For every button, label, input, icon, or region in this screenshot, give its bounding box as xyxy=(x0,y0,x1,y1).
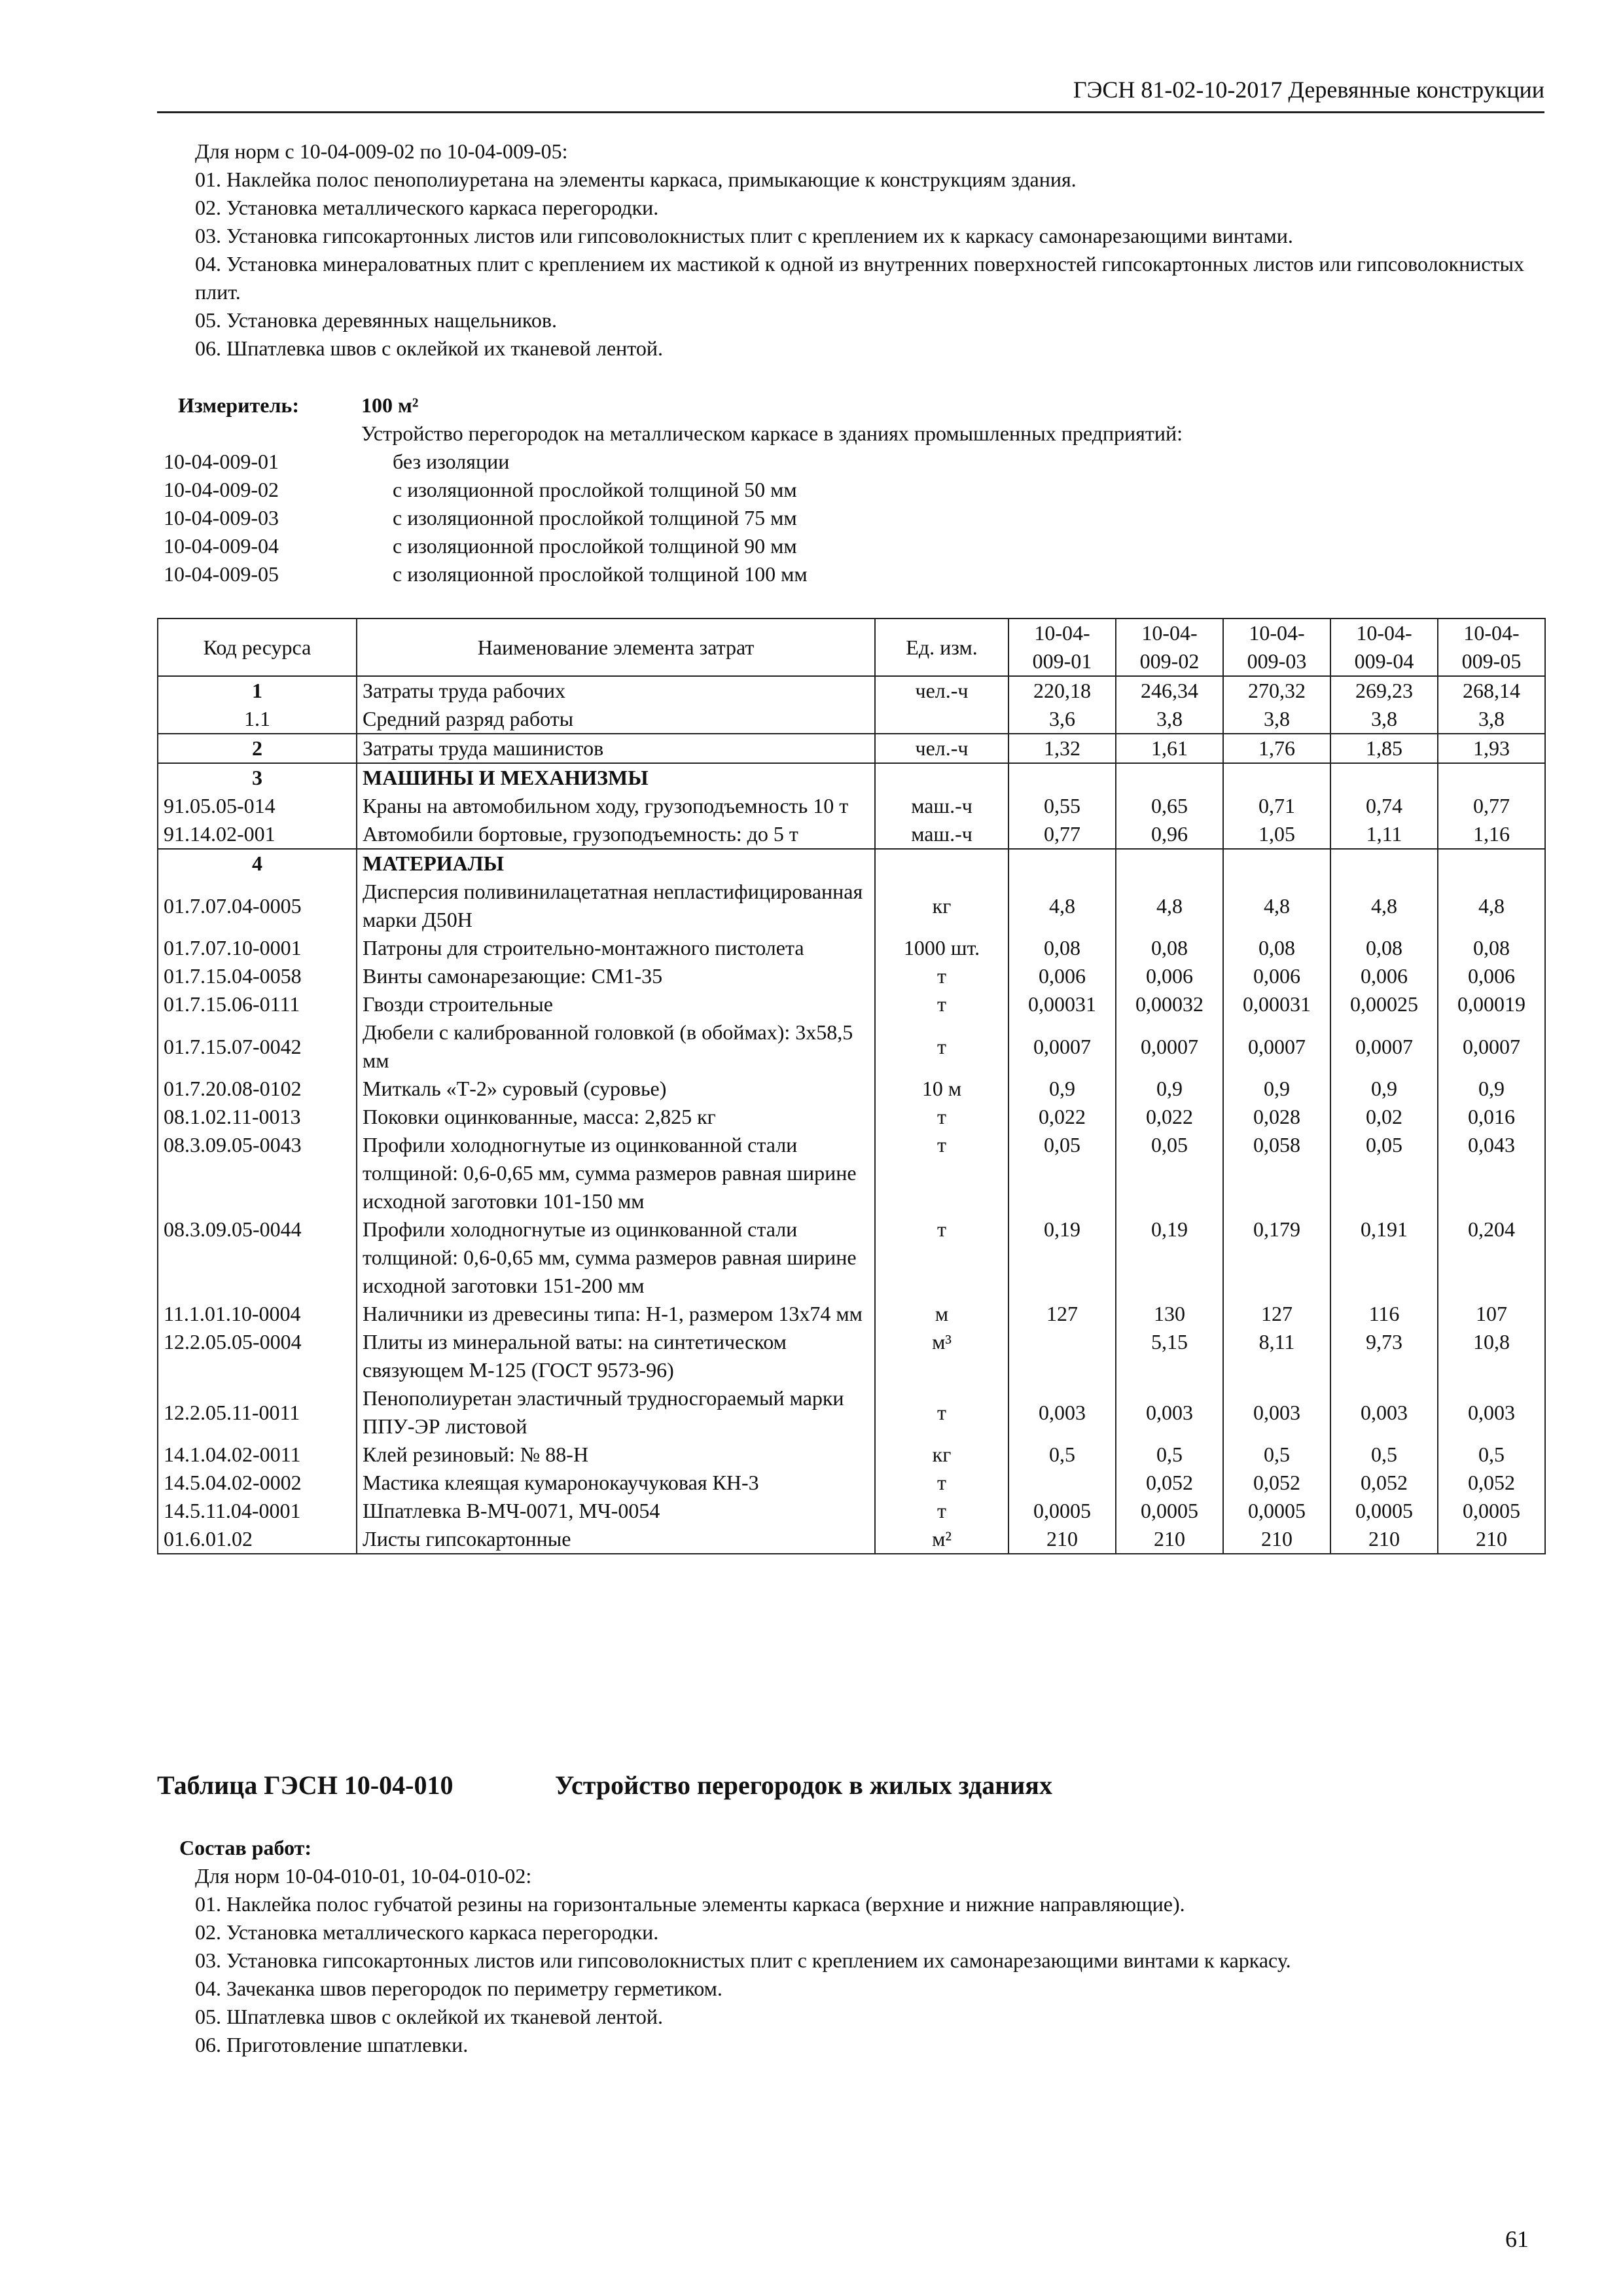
table-section-row xyxy=(158,763,1545,792)
table-row xyxy=(158,1525,1545,1554)
intro-line: 01. Наклейка полос пенополиуретана на элементы каркаса, примыкающие к конструкциям здания. xyxy=(195,168,1077,191)
measure-item-code: 10-04-009-01 xyxy=(164,450,279,473)
cell-value: 0,05 xyxy=(1116,1131,1223,1215)
cell-value: 0,19 xyxy=(1008,1215,1116,1300)
cell-unit xyxy=(875,705,1008,734)
measure-item-name: с изоляционной прослойкой толщиной 100 мм xyxy=(393,562,808,586)
header-norm-part: 009-03 xyxy=(1247,649,1307,673)
cell-code: 11.1.01.10-0004 xyxy=(158,1300,357,1328)
cell-unit: кг xyxy=(875,878,1008,934)
cell-value: 0,19 xyxy=(1116,1215,1223,1300)
measure-item xyxy=(157,504,1544,532)
page-number: 61 xyxy=(1505,2226,1529,2252)
cell-value: 0,00031 xyxy=(1223,990,1330,1018)
cell-value xyxy=(1116,849,1223,878)
cell-code: 01.7.07.10-0001 xyxy=(158,934,357,962)
cell-value: 0,05 xyxy=(1008,1131,1116,1215)
table-2-title: Устройство перегородок в жилых зданиях xyxy=(555,1770,1052,1800)
measure-label: Измеритель: xyxy=(178,393,299,417)
cell-value: 0,052 xyxy=(1116,1469,1223,1497)
cell-value: 1,11 xyxy=(1330,820,1438,849)
cell-value: 1,93 xyxy=(1438,734,1545,763)
cell-code: 12.2.05.05-0004 xyxy=(158,1328,357,1384)
cell-unit xyxy=(875,849,1008,878)
composition-line: 03. Установка гипсокартонных листов или гипсоволокнистых плит с креплением их самонарезающими винтами к каркасу. xyxy=(195,1948,1291,1972)
cell-value: 0,5 xyxy=(1330,1441,1438,1469)
table-row xyxy=(158,1075,1545,1103)
cell-name: Клей резиновый: № 88-Н xyxy=(357,1441,875,1469)
cell-value: 4,8 xyxy=(1438,878,1545,934)
measure-item-code: 10-04-009-02 xyxy=(164,478,279,501)
cell-value: 210 xyxy=(1116,1525,1223,1554)
table-row xyxy=(158,1328,1545,1384)
header-norm-col xyxy=(1008,619,1116,676)
cell-value: 0,0007 xyxy=(1330,1018,1438,1075)
cell-value: 0,00025 xyxy=(1330,990,1438,1018)
cell-unit xyxy=(875,763,1008,792)
header-norm-part: 009-01 xyxy=(1032,649,1092,673)
header-norm-part: 10-04- xyxy=(1249,621,1305,645)
cell-value: 210 xyxy=(1223,1525,1330,1554)
running-header xyxy=(157,73,1544,113)
header-unit: Ед. изм. xyxy=(875,619,1008,676)
cell-value: 220,18 xyxy=(1008,676,1116,705)
cell-value: 9,73 xyxy=(1330,1328,1438,1384)
composition-line: 05. Шпатлевка швов с оклейкой их тканевой лентой. xyxy=(195,2005,663,2028)
cell-name: Гвозди строительные xyxy=(357,990,875,1018)
header-norm-part: 10-04- xyxy=(1141,621,1198,645)
cell-code: 91.05.05-014 xyxy=(158,792,357,820)
cell-name: Дюбели с калиброванной головкой (в обоймах): 3х58,5 мм xyxy=(357,1018,875,1075)
cell-value: 0,052 xyxy=(1438,1469,1545,1497)
work-composition-009 xyxy=(195,137,1543,363)
cell-name: Автомобили бортовые, грузоподъемность: до 5 т xyxy=(357,820,875,849)
cell-name: Винты самонарезающие: СМ1-35 xyxy=(357,962,875,990)
cell-value: 0,08 xyxy=(1223,934,1330,962)
table-row xyxy=(158,1497,1545,1525)
header-norm-part: 10-04- xyxy=(1034,621,1090,645)
cell-name: Наличники из древесины типа: Н-1, размером 13х74 мм xyxy=(357,1300,875,1328)
cell-value: 0,0007 xyxy=(1223,1018,1330,1075)
cell-value xyxy=(1223,763,1330,792)
cell-unit: т xyxy=(875,1215,1008,1300)
cell-code: 1 xyxy=(158,676,357,705)
cell-unit: 10 м xyxy=(875,1075,1008,1103)
cell-value: 0,9 xyxy=(1116,1075,1223,1103)
cell-unit: т xyxy=(875,990,1008,1018)
composition-line: 04. Зачеканка швов перегородок по периметру герметиком. xyxy=(195,1977,722,2000)
composition-heading: Состав работ: xyxy=(179,1836,312,1859)
cell-value: 0,043 xyxy=(1438,1131,1545,1215)
cell-value: 210 xyxy=(1008,1525,1116,1554)
cell-code: 91.14.02-001 xyxy=(158,820,357,849)
cell-value: 1,32 xyxy=(1008,734,1116,763)
measure-item xyxy=(157,532,1544,560)
cell-value: 246,34 xyxy=(1116,676,1223,705)
cell-code: 3 xyxy=(158,763,357,792)
measure-item xyxy=(157,448,1544,476)
header-norm-part: 10-04- xyxy=(1463,621,1520,645)
cell-value: 0,9 xyxy=(1223,1075,1330,1103)
cell-code: 01.7.15.06-0111 xyxy=(158,990,357,1018)
cell-code: 01.7.20.08-0102 xyxy=(158,1075,357,1103)
cell-value: 0,00032 xyxy=(1116,990,1223,1018)
table-header-row xyxy=(158,619,1545,676)
table-row xyxy=(158,962,1545,990)
cell-name: МАШИНЫ И МЕХАНИЗМЫ xyxy=(357,763,875,792)
cell-value xyxy=(1330,763,1438,792)
intro-line: 06. Шпатлевка швов с оклейкой их тканевой лентой. xyxy=(195,336,663,360)
cell-unit: чел.-ч xyxy=(875,734,1008,763)
cell-value: 0,003 xyxy=(1008,1384,1116,1441)
table-row xyxy=(158,734,1545,763)
cell-code: 12.2.05.11-0011 xyxy=(158,1384,357,1441)
composition-line: 02. Установка металлического каркаса перегородки. xyxy=(195,1920,659,1944)
table-row xyxy=(158,676,1545,705)
cell-value: 0,006 xyxy=(1223,962,1330,990)
cell-name: Средний разряд работы xyxy=(357,705,875,734)
measure-item xyxy=(157,476,1544,504)
cell-value xyxy=(1008,763,1116,792)
cell-value xyxy=(1438,849,1545,878)
cell-value: 130 xyxy=(1116,1300,1223,1328)
cell-code: 4 xyxy=(158,849,357,878)
cell-value: 1,05 xyxy=(1223,820,1330,849)
cell-name: Миткаль «Т-2» суровый (суровье) xyxy=(357,1075,875,1103)
cell-unit: т xyxy=(875,1103,1008,1131)
header-norm-part: 009-05 xyxy=(1461,649,1522,673)
cell-value: 0,191 xyxy=(1330,1215,1438,1300)
cell-code: 14.1.04.02-0011 xyxy=(158,1441,357,1469)
cell-value xyxy=(1008,1469,1116,1497)
header-norm-col xyxy=(1438,619,1545,676)
cell-value xyxy=(1008,1328,1116,1384)
measure-item-name: без изоляции xyxy=(393,450,510,473)
cell-value: 0,5 xyxy=(1008,1441,1116,1469)
cell-value: 0,77 xyxy=(1008,820,1116,849)
cell-code: 08.3.09.05-0044 xyxy=(158,1215,357,1300)
composition-line: Для норм 10-04-010-01, 10-04-010-02: xyxy=(195,1864,532,1888)
cell-value: 0,00019 xyxy=(1438,990,1545,1018)
cell-code: 14.5.11.04-0001 xyxy=(158,1497,357,1525)
table-row xyxy=(158,934,1545,962)
cell-value: 210 xyxy=(1438,1525,1545,1554)
cell-value: 0,9 xyxy=(1330,1075,1438,1103)
cell-value: 0,003 xyxy=(1116,1384,1223,1441)
cell-value xyxy=(1116,763,1223,792)
cell-value: 0,9 xyxy=(1438,1075,1545,1103)
cell-value: 4,8 xyxy=(1008,878,1116,934)
cell-value: 107 xyxy=(1438,1300,1545,1328)
cell-value: 0,08 xyxy=(1330,934,1438,962)
cell-value: 0,003 xyxy=(1438,1384,1545,1441)
cell-name: МАТЕРИАЛЫ xyxy=(357,849,875,878)
cell-value: 0,022 xyxy=(1008,1103,1116,1131)
header-norm-part: 009-02 xyxy=(1139,649,1200,673)
table-section-row xyxy=(158,849,1545,878)
cell-unit: м² xyxy=(875,1525,1008,1554)
intro-line: 03. Установка гипсокартонных листов или гипсоволокнистых плит с креплением их к каркасу самонарезающими винтами. xyxy=(195,224,1293,247)
cell-name: Листы гипсокартонные xyxy=(357,1525,875,1554)
cell-unit: т xyxy=(875,1018,1008,1075)
cost-table xyxy=(157,618,1546,1554)
cell-value: 269,23 xyxy=(1330,676,1438,705)
measure-item xyxy=(157,560,1544,588)
cell-value: 0,08 xyxy=(1008,934,1116,962)
cell-unit: т xyxy=(875,1469,1008,1497)
cell-unit: т xyxy=(875,1131,1008,1215)
cell-value: 4,8 xyxy=(1116,878,1223,934)
measure-description: Устройство перегородок на металлическом каркасе в зданиях промышленных предприятий: xyxy=(361,422,1183,445)
cell-value: 0,96 xyxy=(1116,820,1223,849)
composition-line: 06. Приготовление шпатлевки. xyxy=(195,2033,469,2056)
cell-code: 1.1 xyxy=(158,705,357,734)
cell-unit: м³ xyxy=(875,1328,1008,1384)
cell-value: 0,028 xyxy=(1223,1103,1330,1131)
table-row xyxy=(158,1441,1545,1469)
cell-name: Дисперсия поливинилацетатная непластифицированная марки Д50Н xyxy=(357,878,875,934)
cell-code: 01.6.01.02 xyxy=(158,1525,357,1554)
cell-unit: м xyxy=(875,1300,1008,1328)
cell-name: Краны на автомобильном ходу, грузоподъемность 10 т xyxy=(357,792,875,820)
cell-unit: маш.-ч xyxy=(875,820,1008,849)
cell-value: 4,8 xyxy=(1330,878,1438,934)
cell-value: 0,0007 xyxy=(1008,1018,1116,1075)
cell-value xyxy=(1438,763,1545,792)
cell-value: 0,006 xyxy=(1438,962,1545,990)
cell-value: 1,76 xyxy=(1223,734,1330,763)
cell-value: 0,016 xyxy=(1438,1103,1545,1131)
header-norm-col xyxy=(1330,619,1438,676)
cell-value: 0,052 xyxy=(1330,1469,1438,1497)
cell-value: 3,8 xyxy=(1438,705,1545,734)
cell-value: 1,61 xyxy=(1116,734,1223,763)
cell-code: 08.1.02.11-0013 xyxy=(158,1103,357,1131)
cell-value: 0,71 xyxy=(1223,792,1330,820)
cell-name: Мастика клеящая кумаронокаучуковая КН-3 xyxy=(357,1469,875,1497)
cell-value: 0,0005 xyxy=(1223,1497,1330,1525)
cell-value: 3,8 xyxy=(1116,705,1223,734)
table-row xyxy=(158,1103,1545,1131)
work-composition-010 xyxy=(179,1834,1541,2059)
cell-value: 0,55 xyxy=(1008,792,1116,820)
intro-line: 05. Установка деревянных нащельников. xyxy=(195,308,557,332)
header-norm-part: 009-04 xyxy=(1354,649,1414,673)
cell-value: 8,11 xyxy=(1223,1328,1330,1384)
cell-value: 0,0005 xyxy=(1330,1497,1438,1525)
cell-value: 3,6 xyxy=(1008,705,1116,734)
cell-value: 270,32 xyxy=(1223,676,1330,705)
cell-name: Затраты труда рабочих xyxy=(357,676,875,705)
running-header-title: ГЭСН 81-02-10-2017 Деревянные конструкции xyxy=(1073,77,1544,103)
cell-value: 0,5 xyxy=(1116,1441,1223,1469)
cell-value: 0,00031 xyxy=(1008,990,1116,1018)
cell-value: 0,0005 xyxy=(1116,1497,1223,1525)
cell-name: Затраты труда машинистов xyxy=(357,734,875,763)
cell-value xyxy=(1223,849,1330,878)
cell-unit: т xyxy=(875,1384,1008,1441)
table-row xyxy=(158,1384,1545,1441)
table-row xyxy=(158,1131,1545,1215)
measure-item-name: с изоляционной прослойкой толщиной 50 мм xyxy=(393,478,797,501)
cell-unit: чел.-ч xyxy=(875,676,1008,705)
cell-value: 0,052 xyxy=(1223,1469,1330,1497)
cell-value: 10,8 xyxy=(1438,1328,1545,1384)
cell-value: 0,022 xyxy=(1116,1103,1223,1131)
cell-value: 116 xyxy=(1330,1300,1438,1328)
cell-value: 0,003 xyxy=(1223,1384,1330,1441)
cell-name: Патроны для строительно-монтажного пистолета xyxy=(357,934,875,962)
cell-code: 01.7.15.07-0042 xyxy=(158,1018,357,1075)
cell-value: 0,006 xyxy=(1116,962,1223,990)
cell-name: Профили холодногнутые из оцинкованной стали толщиной: 0,6-0,65 мм, сумма размеров равная ширине исходной заготовки 101-150 мм xyxy=(357,1131,875,1215)
cell-value: 3,8 xyxy=(1223,705,1330,734)
cell-code: 08.3.09.05-0043 xyxy=(158,1131,357,1215)
cell-value: 210 xyxy=(1330,1525,1438,1554)
cell-name: Пенополиуретан эластичный трудносгораемый марки ППУ-ЭР листовой xyxy=(357,1384,875,1441)
cell-code: 01.7.07.04-0005 xyxy=(158,878,357,934)
table-row xyxy=(158,1300,1545,1328)
table-row xyxy=(158,705,1545,734)
measure-item-name: с изоляционной прослойкой толщиной 90 мм xyxy=(393,534,797,558)
measure-block xyxy=(157,391,1544,588)
cell-code: 2 xyxy=(158,734,357,763)
table-row xyxy=(158,1469,1545,1497)
table-row xyxy=(158,1215,1545,1300)
cell-name: Поковки оцинкованные, масса: 2,825 кг xyxy=(357,1103,875,1131)
cell-value: 1,85 xyxy=(1330,734,1438,763)
cell-value: 3,8 xyxy=(1330,705,1438,734)
measure-item-code: 10-04-009-04 xyxy=(164,534,279,558)
cell-value: 0,77 xyxy=(1438,792,1545,820)
cell-value: 0,179 xyxy=(1223,1215,1330,1300)
cell-value: 0,0005 xyxy=(1438,1497,1545,1525)
cell-value: 0,006 xyxy=(1330,962,1438,990)
cell-unit: кг xyxy=(875,1441,1008,1469)
header-norm-col xyxy=(1223,619,1330,676)
cell-value: 0,204 xyxy=(1438,1215,1545,1300)
cell-unit: т xyxy=(875,1497,1008,1525)
table-row xyxy=(158,1018,1545,1075)
composition-line: 01. Наклейка полос губчатой резины на горизонтальные элементы каркаса (верхние и нижние направляющие). xyxy=(195,1892,1185,1916)
cell-code: 01.7.15.04-0058 xyxy=(158,962,357,990)
cell-value: 0,0005 xyxy=(1008,1497,1116,1525)
cell-name: Шпатлевка В-МЧ-0071, МЧ-0054 xyxy=(357,1497,875,1525)
cell-value: 0,058 xyxy=(1223,1131,1330,1215)
table-row xyxy=(158,820,1545,849)
header-code: Код ресурса xyxy=(158,619,357,676)
cell-value: 0,02 xyxy=(1330,1103,1438,1131)
cell-value: 127 xyxy=(1223,1300,1330,1328)
table-row xyxy=(158,792,1545,820)
cell-code: 14.5.04.02-0002 xyxy=(158,1469,357,1497)
measure-unit: 100 м² xyxy=(361,393,419,417)
cell-value: 0,08 xyxy=(1116,934,1223,962)
cell-value: 0,5 xyxy=(1223,1441,1330,1469)
cell-value: 4,8 xyxy=(1223,878,1330,934)
table-2-number: Таблица ГЭСН 10-04-010 xyxy=(157,1770,454,1800)
cell-value: 0,08 xyxy=(1438,934,1545,962)
cell-value: 0,5 xyxy=(1438,1441,1545,1469)
intro-line: 04. Установка минераловатных плит с креплением их мастикой к одной из внутренних поверхностей гипсокартонных листов или гипсоволокнистых плит. xyxy=(195,252,1525,304)
intro-line: Для норм с 10-04-009-02 по 10-04-009-05: xyxy=(195,139,568,163)
cell-value: 127 xyxy=(1008,1300,1116,1328)
table-row xyxy=(158,990,1545,1018)
cell-value: 5,15 xyxy=(1116,1328,1223,1384)
cell-value: 1,16 xyxy=(1438,820,1545,849)
intro-line: 02. Установка металлического каркаса перегородки. xyxy=(195,196,659,219)
measure-item-code: 10-04-009-05 xyxy=(164,562,279,586)
cell-value: 0,74 xyxy=(1330,792,1438,820)
table-row xyxy=(158,878,1545,934)
cell-value xyxy=(1008,849,1116,878)
cell-unit: т xyxy=(875,962,1008,990)
cell-value: 0,006 xyxy=(1008,962,1116,990)
header-name: Наименование элемента затрат xyxy=(357,619,875,676)
cell-unit: маш.-ч xyxy=(875,792,1008,820)
cell-name: Плиты из минеральной ваты: на синтетическом связующем М-125 (ГОСТ 9573-96) xyxy=(357,1328,875,1384)
cell-unit: 1000 шт. xyxy=(875,934,1008,962)
header-norm-col xyxy=(1116,619,1223,676)
cell-value: 0,65 xyxy=(1116,792,1223,820)
cell-value: 0,003 xyxy=(1330,1384,1438,1441)
cell-value: 0,9 xyxy=(1008,1075,1116,1103)
cell-value: 0,0007 xyxy=(1116,1018,1223,1075)
measure-item-name: с изоляционной прослойкой толщиной 75 мм xyxy=(393,506,797,529)
header-norm-part: 10-04- xyxy=(1356,621,1412,645)
cell-value xyxy=(1330,849,1438,878)
cell-value: 0,05 xyxy=(1330,1131,1438,1215)
cell-value: 268,14 xyxy=(1438,676,1545,705)
cell-name: Профили холодногнутые из оцинкованной стали толщиной: 0,6-0,65 мм, сумма размеров равная ширине исходной заготовки 151-200 мм xyxy=(357,1215,875,1300)
cell-value: 0,0007 xyxy=(1438,1018,1545,1075)
measure-item-code: 10-04-009-03 xyxy=(164,506,279,529)
